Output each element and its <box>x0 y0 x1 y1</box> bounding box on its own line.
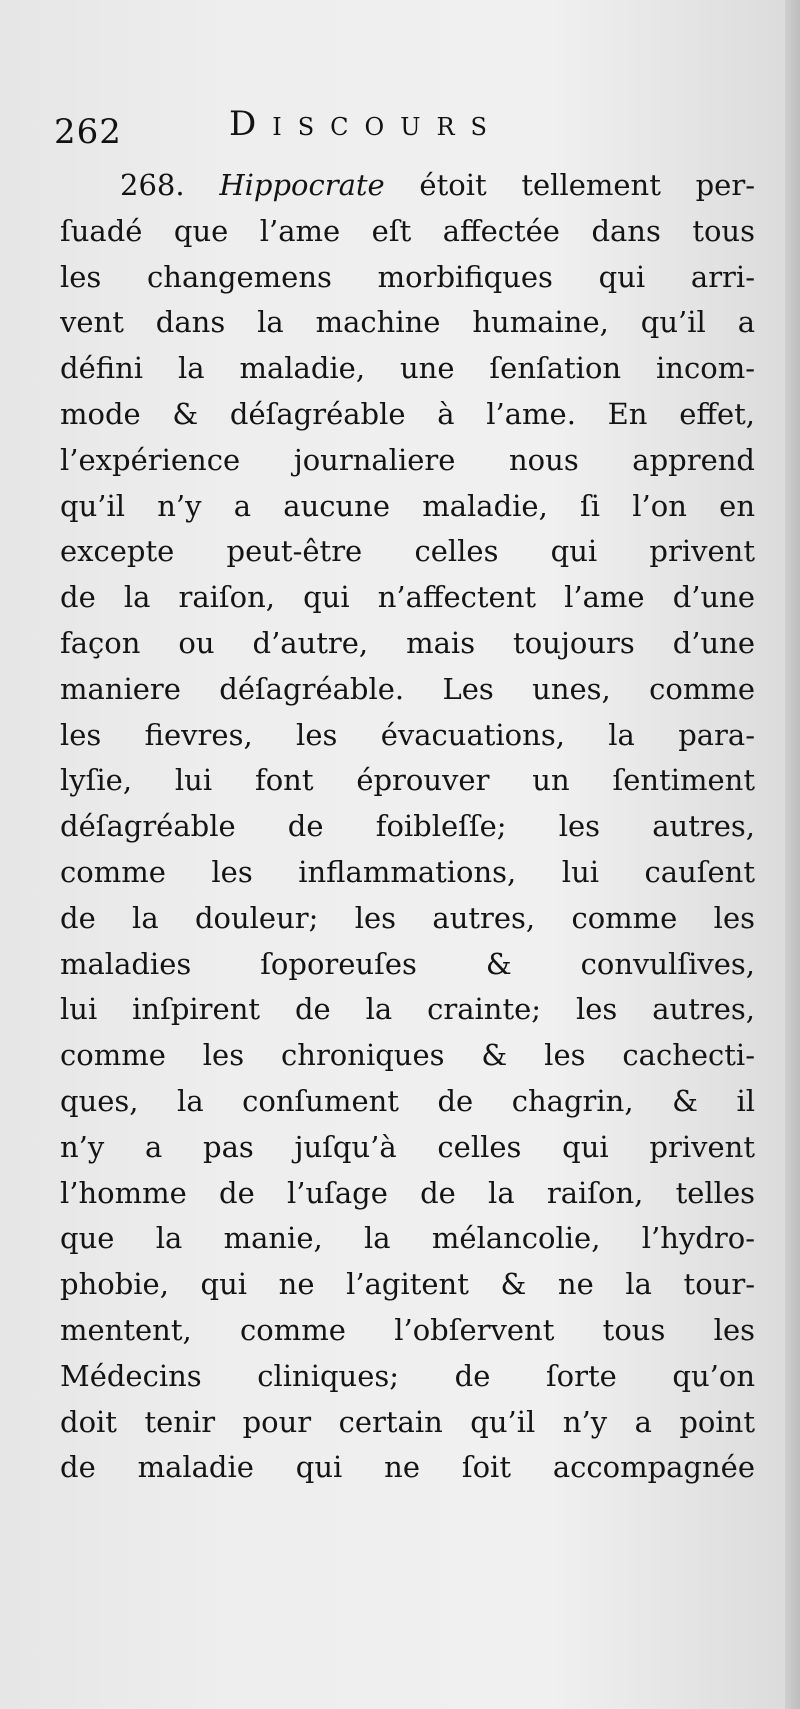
text-line: comme les inflammations, lui cauſent <box>60 854 755 889</box>
text-line: ſuadé que l’ame eſt affectée dans tous <box>60 213 755 248</box>
text-line: défini la maladie, une ſenſation incom- <box>60 351 755 386</box>
text-line: que la manie, la mélancolie, l’hydro- <box>60 1221 755 1256</box>
paragraph-number: 268. <box>120 168 185 202</box>
body-text <box>60 163 755 1491</box>
text-line: vent dans la machine humaine, qu’il a <box>60 305 755 340</box>
text-line: lui inſpirent de la crainte; les autres, <box>60 992 755 1027</box>
page-number: 262 <box>54 112 122 152</box>
text-line: l’homme de l’uſage de la raiſon, telles <box>60 1175 755 1210</box>
text-line: maladies ſoporeuſes & convulſives, <box>60 946 755 981</box>
page-header <box>54 104 734 154</box>
author-name: Hippocrate <box>219 168 385 202</box>
text-line: mentent, comme l’obſervent tous les <box>60 1312 755 1347</box>
text-line: de la douleur; les autres, comme les <box>60 900 755 935</box>
text-line: de maladie qui ne ſoit accompagnée <box>60 1450 755 1485</box>
text-line: l’expérience journaliere nous apprend <box>60 442 755 477</box>
text-line: lyſie, lui font éprouver un ſentiment <box>60 763 755 798</box>
text-line: Médecins cliniques; de ſorte qu’on <box>60 1358 755 1393</box>
text-line: mode & déſagréable à l’ame. En effet, <box>60 396 755 431</box>
text-line: qu’il n’y a aucune maladie, ſi l’on en <box>60 488 755 523</box>
running-head: Discours <box>229 104 503 144</box>
text-line <box>60 163 755 209</box>
text-line: doit tenir pour certain qu’il n’y a point <box>60 1404 755 1439</box>
text-line: ques, la conſument de chagrin, & il <box>60 1083 755 1118</box>
text-line: n’y a pas juſqu’à celles qui privent <box>60 1129 755 1164</box>
text-line: comme les chroniques & les cachecti- <box>60 1038 755 1073</box>
text-line: phobie, qui ne l’agitent & ne la tour- <box>60 1267 755 1302</box>
text-line: maniere déſagréable. Les unes, comme <box>60 671 755 706</box>
text-line: façon ou d’autre, mais toujours d’une <box>60 625 755 660</box>
text-line: les fievres, les évacuations, la para- <box>60 717 755 752</box>
text-line-content: étoit tellement per- <box>419 168 755 202</box>
page-edge <box>785 0 800 1709</box>
text-line: déſagréable de foibleſſe; les autres, <box>60 809 755 844</box>
text-line: les changemens morbifiques qui arri- <box>60 259 755 294</box>
text-line: de la raiſon, qui n’affectent l’ame d’une <box>60 580 755 615</box>
text-line: excepte peut-être celles qui privent <box>60 534 755 569</box>
